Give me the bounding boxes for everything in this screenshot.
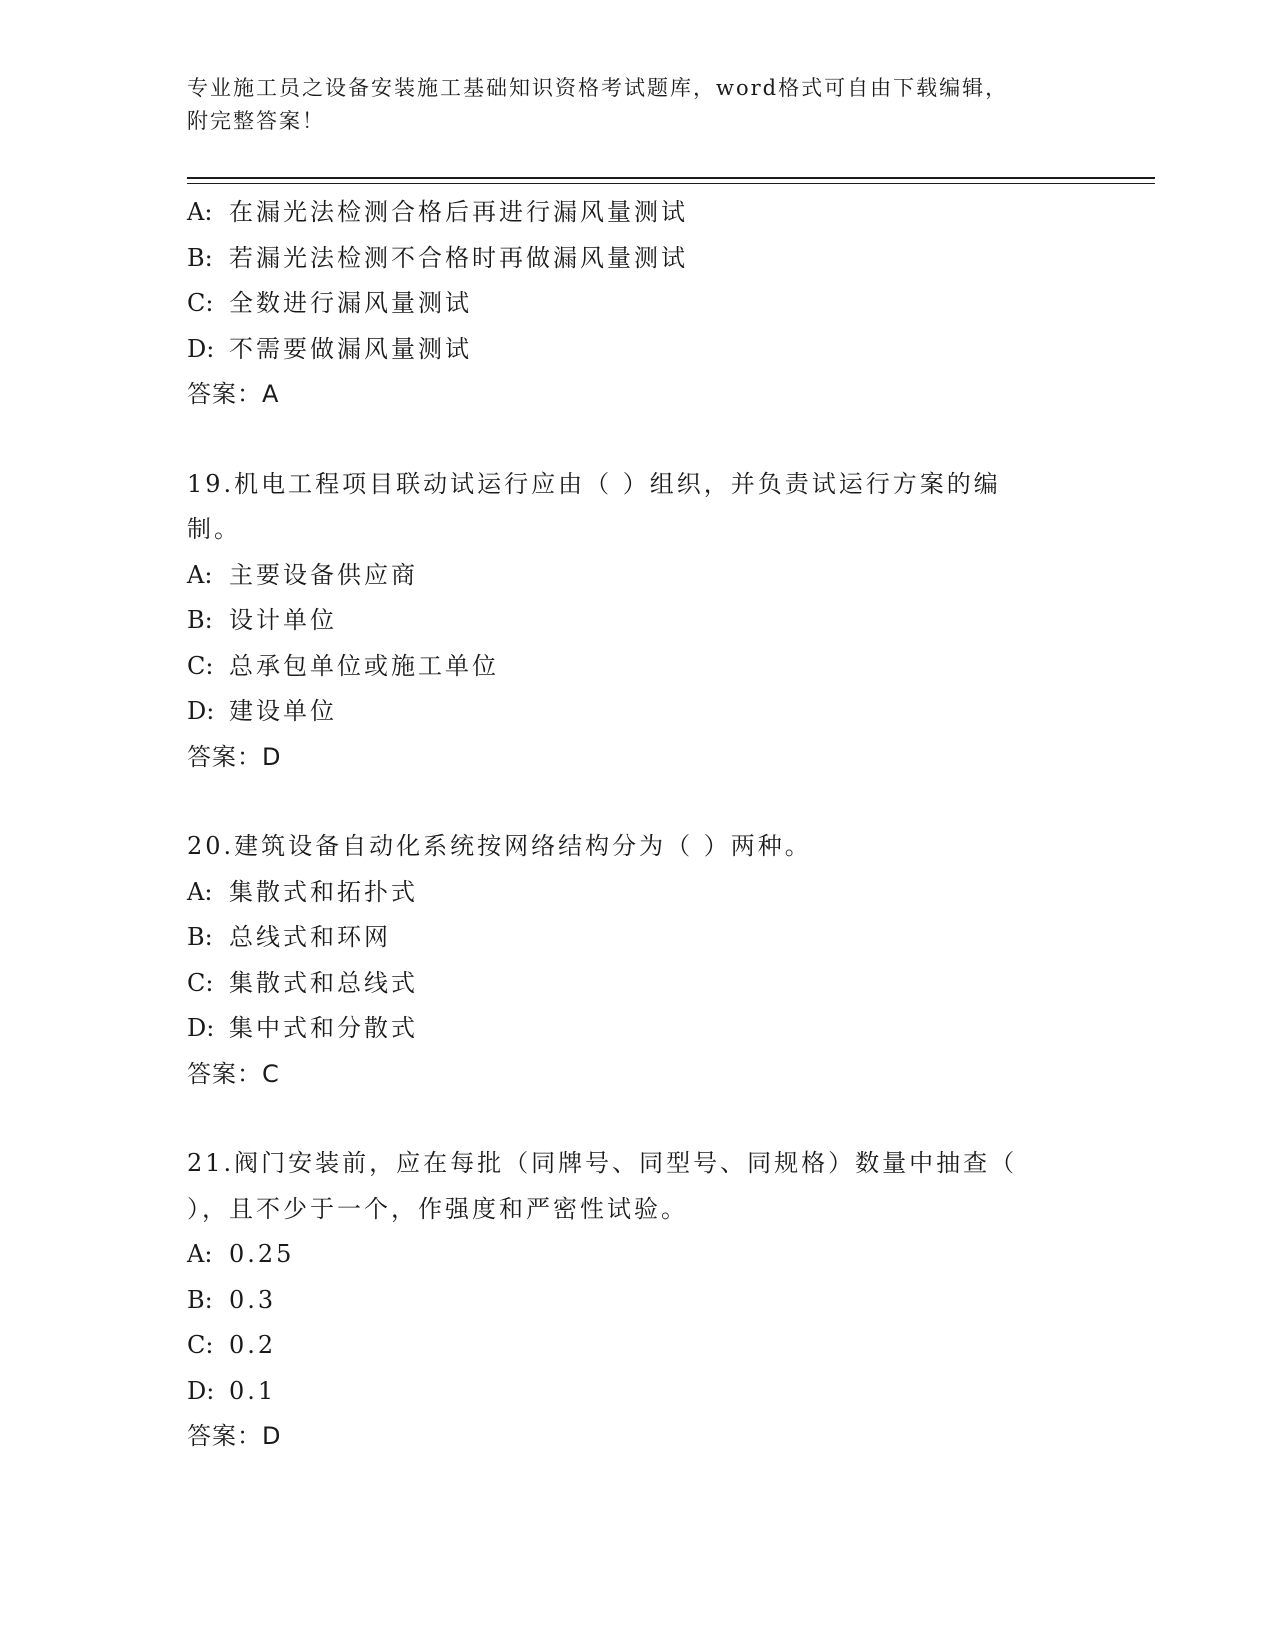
option-a (187, 553, 1087, 599)
option-key: C: (187, 1331, 214, 1359)
question-stem (187, 1141, 1077, 1232)
question-list (187, 190, 1087, 1460)
option-b (187, 598, 1087, 644)
option-text: 0.25 (229, 1240, 295, 1268)
option-d (187, 327, 1087, 373)
spacer (187, 1097, 1087, 1141)
option-key: C: (187, 289, 214, 317)
option-key: C: (187, 968, 214, 997)
option-key: A: (187, 560, 213, 589)
option-key: D: (187, 334, 215, 363)
question-21 (187, 1141, 1087, 1460)
option-text: 主要设备供应商 (229, 560, 418, 589)
option-key: A: (187, 198, 213, 226)
option-key: B: (187, 1285, 213, 1314)
question-stem (187, 824, 1077, 870)
option-c (187, 644, 1087, 690)
option-a (187, 190, 1087, 236)
option-text: 集散式和拓扑式 (229, 877, 418, 906)
option-a (187, 1232, 1087, 1278)
header-divider-thick (187, 177, 1155, 179)
option-c (187, 281, 1087, 327)
option-d (187, 1369, 1087, 1415)
option-c (187, 961, 1087, 1007)
header-line-1: 专业施工员之设备安装施工基础知识资格考试题库，word格式可自由下载编辑， (187, 76, 1009, 100)
option-text: 在漏光法检测合格后再进行漏风量测试 (229, 198, 688, 226)
option-text: 集中式和分散式 (229, 1014, 418, 1042)
option-text: 全数进行漏风量测试 (229, 289, 472, 317)
stem-line-1: 21.阀门安装前，应在每批（同牌号、同型号、同规格）数量中抽查（ (187, 1149, 1018, 1177)
option-key: C: (187, 651, 214, 680)
option-text: 建设单位 (229, 697, 337, 725)
option-text: 0.3 (229, 1285, 277, 1314)
option-key: A: (187, 1240, 213, 1268)
option-text: 不需要做漏风量测试 (229, 334, 472, 363)
option-text: 设计单位 (229, 606, 337, 634)
option-text: 0.1 (229, 1376, 277, 1405)
document-header (187, 72, 1087, 138)
option-text: 集散式和总线式 (229, 968, 418, 997)
option-b (187, 1278, 1087, 1324)
stem-line-1: 20.建筑设备自动化系统按网络结构分为（ ）两种。 (187, 832, 812, 860)
stem-line-2: 制。 (187, 515, 241, 543)
option-key: B: (187, 923, 213, 951)
stem-line-2: ），且不少于一个，作强度和严密性试验。 (187, 1194, 688, 1223)
spacer (187, 418, 1087, 462)
option-d (187, 1006, 1087, 1052)
option-text: 总线式和环网 (229, 923, 391, 951)
stem-line-1: 19.机电工程项目联动试运行应由（ ）组织，并负责试运行方案的编 (187, 469, 1001, 498)
option-text: 若漏光法检测不合格时再做漏风量测试 (229, 243, 688, 272)
spacer (187, 780, 1087, 824)
option-key: D: (187, 697, 215, 725)
question-19 (187, 462, 1087, 781)
option-key: A: (187, 877, 213, 906)
option-key: D: (187, 1014, 215, 1042)
option-c (187, 1323, 1087, 1369)
option-a (187, 870, 1087, 916)
question-18 (187, 190, 1087, 418)
question-stem (187, 462, 1077, 553)
answer: 答案：D (187, 742, 282, 771)
header-divider-thin (187, 183, 1155, 184)
option-d (187, 689, 1087, 735)
option-text: 总承包单位或施工单位 (229, 651, 499, 680)
option-key: D: (187, 1376, 215, 1405)
answer: 答案：D (187, 1422, 282, 1450)
option-key: B: (187, 243, 213, 272)
answer: 答案：C (187, 1059, 280, 1088)
option-b (187, 236, 1087, 282)
header-line-2: 附完整答案！ (187, 109, 325, 133)
option-text: 0.2 (229, 1331, 277, 1359)
option-key: B: (187, 606, 213, 634)
option-b (187, 915, 1087, 961)
question-20 (187, 824, 1087, 1097)
answer: 答案：A (187, 380, 280, 408)
